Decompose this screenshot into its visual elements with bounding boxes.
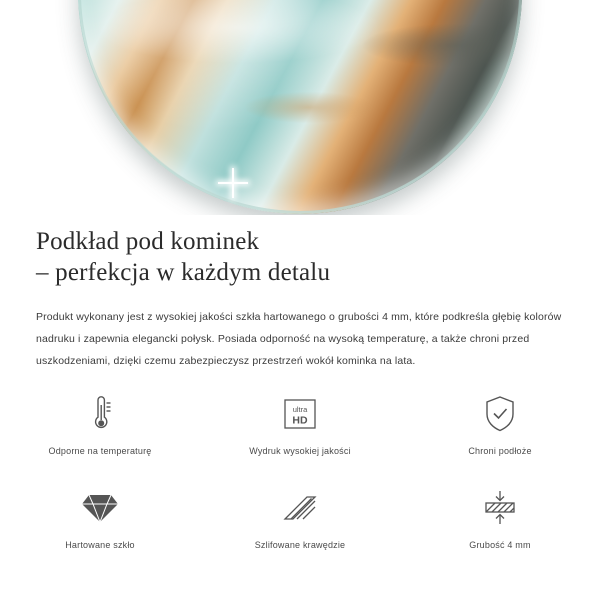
- hd-text: HD: [292, 414, 308, 427]
- diamond-icon: [80, 486, 120, 530]
- hero-image: [0, 0, 600, 215]
- ultra-hd-icon: [282, 392, 318, 436]
- feature-label: Wydruk wysokiej jakości: [249, 446, 351, 456]
- text-content: [0, 226, 600, 372]
- feature-grid: [0, 392, 600, 550]
- feature-label: Odporne na temperaturę: [48, 446, 152, 456]
- feature-item-polished-edges: [200, 486, 400, 550]
- feature-label: Chroni podłoże: [468, 446, 532, 456]
- ultra-text: ultra: [292, 405, 308, 414]
- round-glass-mat-image: [78, 0, 522, 214]
- shield-check-icon: [483, 392, 517, 436]
- feature-label: Szlifowane krawędzie: [254, 540, 346, 550]
- feature-item-thickness: [400, 486, 600, 550]
- feature-label: Hartowane szkło: [65, 540, 135, 550]
- page-title-line-2: – perfekcja w każdym detalu: [36, 259, 331, 286]
- page-title-line-1: Podkład pod kominek: [36, 228, 260, 255]
- feature-item-tempered-glass: [0, 486, 200, 550]
- feature-item-print-quality: [200, 392, 400, 456]
- feature-label: Grubość 4 mm: [469, 540, 531, 550]
- beveled-edge-icon: [281, 486, 319, 530]
- body-paragraph: Produkt wykonany jest z wysokiej jakości szkła hartowanego o grubości 4 mm, które podkreśla głębię kolorów nadruku i zapewnia elegancki połysk. Posiada odporność na wysoką temperaturę, a także chroni przed uszkodzeniami, dzięki czemu zabezpieczysz przestrzeń wokół kominka na lata.: [36, 311, 562, 367]
- thermometer-icon: [85, 392, 115, 436]
- page-title: [0, 226, 600, 288]
- feature-item-temperature: [0, 392, 200, 456]
- thickness-arrows-icon: [481, 486, 519, 530]
- feature-item-surface-protection: [400, 392, 600, 456]
